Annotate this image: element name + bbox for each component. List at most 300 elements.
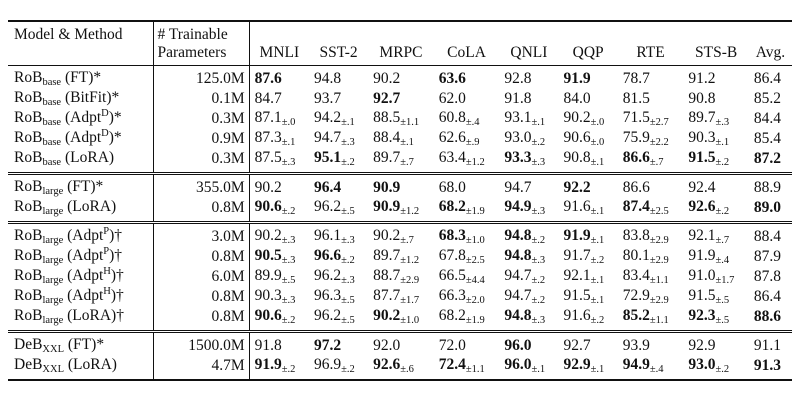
score-std: ±.3: [531, 315, 546, 326]
score-cell: [559, 223, 618, 248]
method-superscript: P: [103, 246, 110, 257]
score-std: ±1.0: [465, 235, 485, 246]
score-value: 96.0: [504, 337, 532, 354]
score-std: ±.2: [531, 235, 546, 246]
score-std: ±1.2: [400, 255, 420, 266]
model-size-subscript: large: [42, 255, 64, 266]
score-value: 90.3: [254, 287, 282, 304]
score-cell: [309, 223, 368, 248]
score-cell: [683, 109, 749, 129]
model-size-subscript: base: [42, 77, 62, 88]
model-size-subscript: base: [42, 157, 62, 168]
model-name: RoB: [14, 307, 43, 324]
score-std: ±.1: [531, 364, 546, 375]
score-cell: [434, 198, 500, 223]
score-cell: [559, 267, 618, 287]
score-value: 90.2: [254, 227, 282, 244]
score-value: 90.6: [254, 307, 282, 324]
score-value: 84.4: [753, 110, 782, 127]
score-value: 66.5: [438, 267, 466, 284]
score-std: ±.2: [715, 206, 730, 217]
score-cell: [749, 356, 792, 380]
task-header-label: QNLI: [510, 44, 548, 61]
score-cell: [309, 332, 368, 357]
score-std: ±.1: [590, 235, 605, 246]
score-value: 94.7: [313, 129, 342, 146]
score-value: 93.1: [504, 109, 532, 126]
model-size-subscript: large: [42, 315, 64, 326]
score-cell: [368, 66, 434, 90]
method-suffix: )*: [108, 109, 122, 126]
method-suffix: *: [95, 178, 104, 195]
score-value: 94.2: [313, 109, 342, 126]
score-std: ±.1: [281, 137, 296, 148]
score-cell: [618, 267, 684, 287]
score-value: 88.7: [373, 267, 401, 284]
score-std: ±.3: [281, 157, 296, 168]
score-cell: [749, 66, 792, 90]
score-cell: [683, 332, 749, 357]
table-row: [8, 66, 792, 90]
score-std: ±.7: [715, 235, 730, 246]
score-value: 88.4: [753, 228, 782, 245]
model-size-subscript: large: [42, 186, 64, 197]
score-cell: [618, 247, 684, 267]
model-name: RoB: [14, 287, 43, 304]
table-row: [8, 129, 792, 149]
score-value: 87.4: [622, 198, 650, 215]
score-cell: [249, 149, 309, 174]
score-std: ±.3: [281, 255, 296, 266]
trainable-params-cell: 0.8M: [153, 287, 249, 307]
params-header-line1: # Trainable: [157, 26, 228, 43]
score-cell: [499, 267, 558, 287]
score-value: 90.5: [254, 247, 282, 264]
score-cell: [683, 307, 749, 332]
model-method-cell: [8, 66, 153, 90]
score-cell: [749, 149, 792, 174]
score-cell: [368, 109, 434, 129]
score-cell: [618, 223, 684, 248]
method-name: (Adpt: [67, 267, 104, 284]
score-value: 90.9: [373, 179, 401, 196]
score-value: 92.0: [373, 337, 401, 354]
score-cell: [249, 129, 309, 149]
score-cell: [749, 223, 792, 248]
score-std: ±.2: [531, 275, 546, 286]
score-value: 97.2: [313, 337, 342, 354]
score-cell: [559, 109, 618, 129]
score-value: 96.1: [313, 227, 342, 244]
task-header-qnli: [499, 21, 558, 66]
trainable-params-cell: 0.8M: [153, 247, 249, 267]
trainable-params-cell: 125.0M: [153, 66, 249, 90]
score-value: 96.2: [313, 267, 342, 284]
score-std: ±.5: [341, 206, 355, 217]
score-value: 95.1: [313, 149, 342, 166]
model-size-subscript: XXL: [42, 344, 65, 355]
score-cell: [559, 198, 618, 223]
score-std: ±.2: [715, 364, 730, 375]
score-cell: [434, 247, 500, 267]
score-cell: [249, 307, 309, 332]
results-table-container: [8, 20, 792, 381]
score-value: 68.2: [438, 198, 466, 215]
score-value: 93.0: [688, 356, 716, 373]
score-value: 62.6: [438, 129, 466, 146]
trainable-params-cell: 0.8M: [153, 307, 249, 332]
score-cell: [309, 267, 368, 287]
params-header: [153, 21, 249, 66]
score-cell: [309, 89, 368, 109]
score-cell: [683, 198, 749, 223]
method-name: (FT): [67, 178, 96, 195]
score-cell: [559, 356, 618, 380]
score-std: ±1.2: [465, 157, 485, 168]
score-cell: [499, 223, 558, 248]
score-std: ±.2: [281, 315, 296, 326]
score-std: ±.6: [400, 364, 414, 375]
score-std: ±2.9: [649, 255, 669, 266]
score-std: ±.3: [531, 157, 546, 168]
score-value: 96.4: [313, 179, 342, 196]
score-std: ±.4: [649, 364, 664, 375]
score-std: ±.7: [649, 157, 664, 168]
score-value: 63.4: [438, 149, 466, 166]
score-value: 68.3: [438, 227, 466, 244]
score-cell: [368, 89, 434, 109]
method-suffix: *: [96, 336, 105, 353]
score-value: 91.9: [563, 70, 591, 87]
score-std: ±1.2: [400, 206, 420, 217]
score-value: 92.9: [688, 337, 716, 354]
task-header-qqp: [559, 21, 618, 66]
method-suffix: *: [111, 89, 120, 106]
score-value: 88.4: [373, 129, 401, 146]
score-std: ±.3: [341, 137, 355, 148]
score-value: 96.2: [313, 307, 342, 324]
method-name: (FT): [67, 336, 97, 353]
score-value: 92.4: [688, 179, 716, 196]
score-std: ±.1: [590, 364, 605, 375]
score-cell: [434, 89, 500, 109]
model-method-cell: [8, 287, 153, 307]
model-method-cell: [8, 332, 153, 357]
model-method-cell: [8, 356, 153, 380]
score-value: 66.3: [438, 287, 466, 304]
score-cell: [559, 66, 618, 90]
score-std: ±.3: [281, 295, 296, 306]
score-cell: [368, 247, 434, 267]
score-std: ±.4: [465, 117, 480, 128]
score-cell: [559, 89, 618, 109]
task-header-rte: [618, 21, 684, 66]
score-value: 92.8: [504, 70, 532, 87]
trainable-params-cell: 0.3M: [153, 149, 249, 174]
model-size-subscript: XXL: [42, 364, 65, 375]
task-header-label: STS-B: [694, 44, 738, 61]
table-row: [8, 223, 792, 248]
model-name: RoB: [14, 129, 43, 146]
score-cell: [618, 149, 684, 174]
method-name: (LoRA): [67, 356, 117, 373]
model-name: RoB: [14, 69, 43, 86]
model-method-cell: [8, 267, 153, 287]
table-row: [8, 174, 792, 199]
score-value: 89.7: [373, 247, 401, 264]
score-value: 94.7: [504, 267, 532, 284]
score-cell: [618, 307, 684, 332]
score-cell: [309, 149, 368, 174]
score-value: 92.7: [563, 337, 591, 354]
task-header-stsb: [683, 21, 749, 66]
score-cell: [618, 198, 684, 223]
method-name: (LoRA): [64, 149, 115, 166]
score-cell: [499, 247, 558, 267]
score-cell: [309, 66, 368, 90]
score-std: ±1.9: [465, 206, 485, 217]
task-header-label: SST-2: [319, 44, 358, 61]
trainable-params-cell: 1500.0M: [153, 332, 249, 357]
score-std: ±1.7: [715, 275, 735, 286]
score-value: 91.6: [563, 198, 591, 215]
score-value: 90.2: [563, 109, 591, 126]
score-value: 87.7: [373, 287, 401, 304]
score-value: 94.8: [313, 70, 342, 87]
score-std: ±.0: [590, 137, 605, 148]
score-std: ±2.2: [649, 137, 669, 148]
score-std: ±.2: [341, 364, 355, 375]
score-std: ±.1: [590, 157, 605, 168]
task-header-sst2: [309, 21, 368, 66]
score-value: 86.4: [753, 70, 782, 87]
score-cell: [499, 89, 558, 109]
score-cell: [618, 129, 684, 149]
score-std: ±.2: [281, 364, 296, 375]
score-std: ±.7: [400, 235, 414, 246]
score-cell: [499, 66, 558, 90]
score-cell: [249, 332, 309, 357]
score-value: 96.2: [313, 198, 342, 215]
model-method-cell: [8, 247, 153, 267]
score-cell: [368, 149, 434, 174]
score-value: 91.1: [753, 337, 782, 354]
method-name: (Adpt: [67, 287, 104, 304]
score-value: 91.5: [688, 287, 716, 304]
score-value: 85.2: [753, 90, 782, 107]
score-cell: [434, 356, 500, 380]
score-value: 88.6: [753, 308, 782, 325]
score-std: ±.5: [341, 295, 355, 306]
score-value: 92.7: [373, 90, 401, 107]
score-cell: [683, 174, 749, 199]
model-method-header: [8, 21, 153, 66]
score-value: 96.3: [313, 287, 342, 304]
score-std: ±.2: [341, 255, 355, 266]
score-std: ±.3: [341, 235, 355, 246]
score-cell: [434, 174, 500, 199]
score-cell: [309, 198, 368, 223]
score-cell: [368, 307, 434, 332]
task-header-mrpc: [368, 21, 434, 66]
score-std: ±1.9: [465, 315, 485, 326]
task-header-avg: [749, 21, 792, 66]
score-value: 92.9: [563, 356, 591, 373]
method-name: (LoRA): [67, 307, 117, 324]
task-header-label: Avg.: [755, 44, 786, 61]
score-value: 85.4: [753, 130, 782, 147]
model-name: RoB: [14, 89, 43, 106]
score-cell: [749, 307, 792, 332]
score-value: 94.9: [504, 198, 532, 215]
score-value: 71.5: [622, 109, 650, 126]
score-cell: [618, 66, 684, 90]
model-name: RoB: [14, 109, 43, 126]
method-suffix: )†: [110, 287, 124, 304]
score-std: ±2.0: [465, 295, 485, 306]
table-row: [8, 198, 792, 223]
trainable-params-cell: 0.3M: [153, 109, 249, 129]
method-suffix: )†: [110, 267, 124, 284]
score-value: 92.1: [563, 267, 591, 284]
score-cell: [249, 223, 309, 248]
score-cell: [434, 287, 500, 307]
score-value: 91.8: [254, 337, 282, 354]
score-cell: [749, 267, 792, 287]
score-std: ±4.4: [465, 275, 485, 286]
score-value: 89.7: [688, 109, 716, 126]
model-name: DeB: [14, 336, 43, 353]
score-cell: [368, 223, 434, 248]
method-suffix: †: [116, 307, 124, 324]
score-cell: [683, 66, 749, 90]
score-cell: [618, 332, 684, 357]
model-method-cell: [8, 89, 153, 109]
model-name: RoB: [14, 227, 43, 244]
score-cell: [749, 332, 792, 357]
method-name: (Adpt: [64, 129, 102, 146]
table-row: [8, 332, 792, 357]
score-value: 96.0: [504, 356, 532, 373]
score-value: 83.8: [622, 227, 650, 244]
method-name: (BitFit): [64, 89, 112, 106]
score-cell: [499, 149, 558, 174]
score-cell: [249, 356, 309, 380]
score-cell: [749, 89, 792, 109]
score-std: ±.2: [715, 157, 730, 168]
score-value: 62.0: [438, 90, 466, 107]
model-name: RoB: [14, 247, 43, 264]
table-row: [8, 89, 792, 109]
score-cell: [683, 223, 749, 248]
task-header-label: RTE: [636, 44, 665, 61]
model-method-cell: [8, 129, 153, 149]
score-value: 90.3: [688, 129, 716, 146]
score-cell: [749, 109, 792, 129]
score-cell: [368, 267, 434, 287]
task-header-label: MRPC: [379, 44, 423, 61]
score-cell: [499, 307, 558, 332]
trainable-params-cell: 0.1M: [153, 89, 249, 109]
score-value: 91.8: [504, 90, 532, 107]
table-row: [8, 287, 792, 307]
score-std: ±.2: [281, 206, 296, 217]
score-std: ±2.9: [649, 235, 669, 246]
score-cell: [309, 109, 368, 129]
score-cell: [683, 267, 749, 287]
score-cell: [559, 149, 618, 174]
score-std: ±1.0: [400, 315, 420, 326]
score-value: 87.3: [254, 129, 282, 146]
score-cell: [309, 287, 368, 307]
score-value: 92.6: [373, 356, 401, 373]
score-value: 94.7: [504, 287, 532, 304]
score-value: 90.8: [563, 149, 591, 166]
method-superscript: H: [103, 266, 111, 277]
score-cell: [618, 287, 684, 307]
trainable-params-cell: 0.8M: [153, 198, 249, 223]
results-body: [8, 66, 792, 381]
score-cell: [368, 356, 434, 380]
method-name: (Adpt: [64, 109, 102, 126]
score-cell: [683, 89, 749, 109]
score-std: ±2.5: [649, 206, 669, 217]
header-row: [8, 21, 792, 66]
score-std: ±.9: [465, 137, 480, 148]
score-value: 96.9: [313, 356, 342, 373]
score-value: 91.6: [563, 307, 591, 324]
score-value: 87.5: [254, 149, 282, 166]
score-value: 96.6: [313, 247, 342, 264]
score-value: 94.8: [504, 307, 532, 324]
score-cell: [499, 198, 558, 223]
score-cell: [309, 129, 368, 149]
score-std: ±.3: [531, 255, 546, 266]
score-value: 60.8: [438, 109, 466, 126]
score-value: 87.1: [254, 109, 282, 126]
score-cell: [434, 66, 500, 90]
score-cell: [749, 247, 792, 267]
score-cell: [683, 287, 749, 307]
score-value: 90.8: [688, 90, 716, 107]
score-cell: [249, 287, 309, 307]
task-header-label: MNLI: [259, 44, 300, 61]
model-size-subscript: large: [42, 275, 64, 286]
score-cell: [559, 307, 618, 332]
model-method-cell: [8, 109, 153, 129]
method-suffix: *: [93, 69, 102, 86]
score-value: 67.8: [438, 247, 466, 264]
model-method-cell: [8, 174, 153, 199]
score-value: 87.8: [753, 268, 782, 285]
score-value: 91.0: [688, 267, 716, 284]
table-row: [8, 267, 792, 287]
score-cell: [249, 267, 309, 287]
score-cell: [749, 198, 792, 223]
score-cell: [618, 356, 684, 380]
method-name: (Adpt: [67, 247, 104, 264]
model-name: RoB: [14, 178, 43, 195]
method-suffix: )†: [109, 227, 123, 244]
trainable-params-cell: 3.0M: [153, 223, 249, 248]
score-cell: [434, 129, 500, 149]
score-cell: [249, 89, 309, 109]
score-std: ±.3: [281, 235, 296, 246]
score-value: 93.0: [504, 129, 532, 146]
score-cell: [499, 109, 558, 129]
score-cell: [434, 267, 500, 287]
table-row: [8, 356, 792, 380]
